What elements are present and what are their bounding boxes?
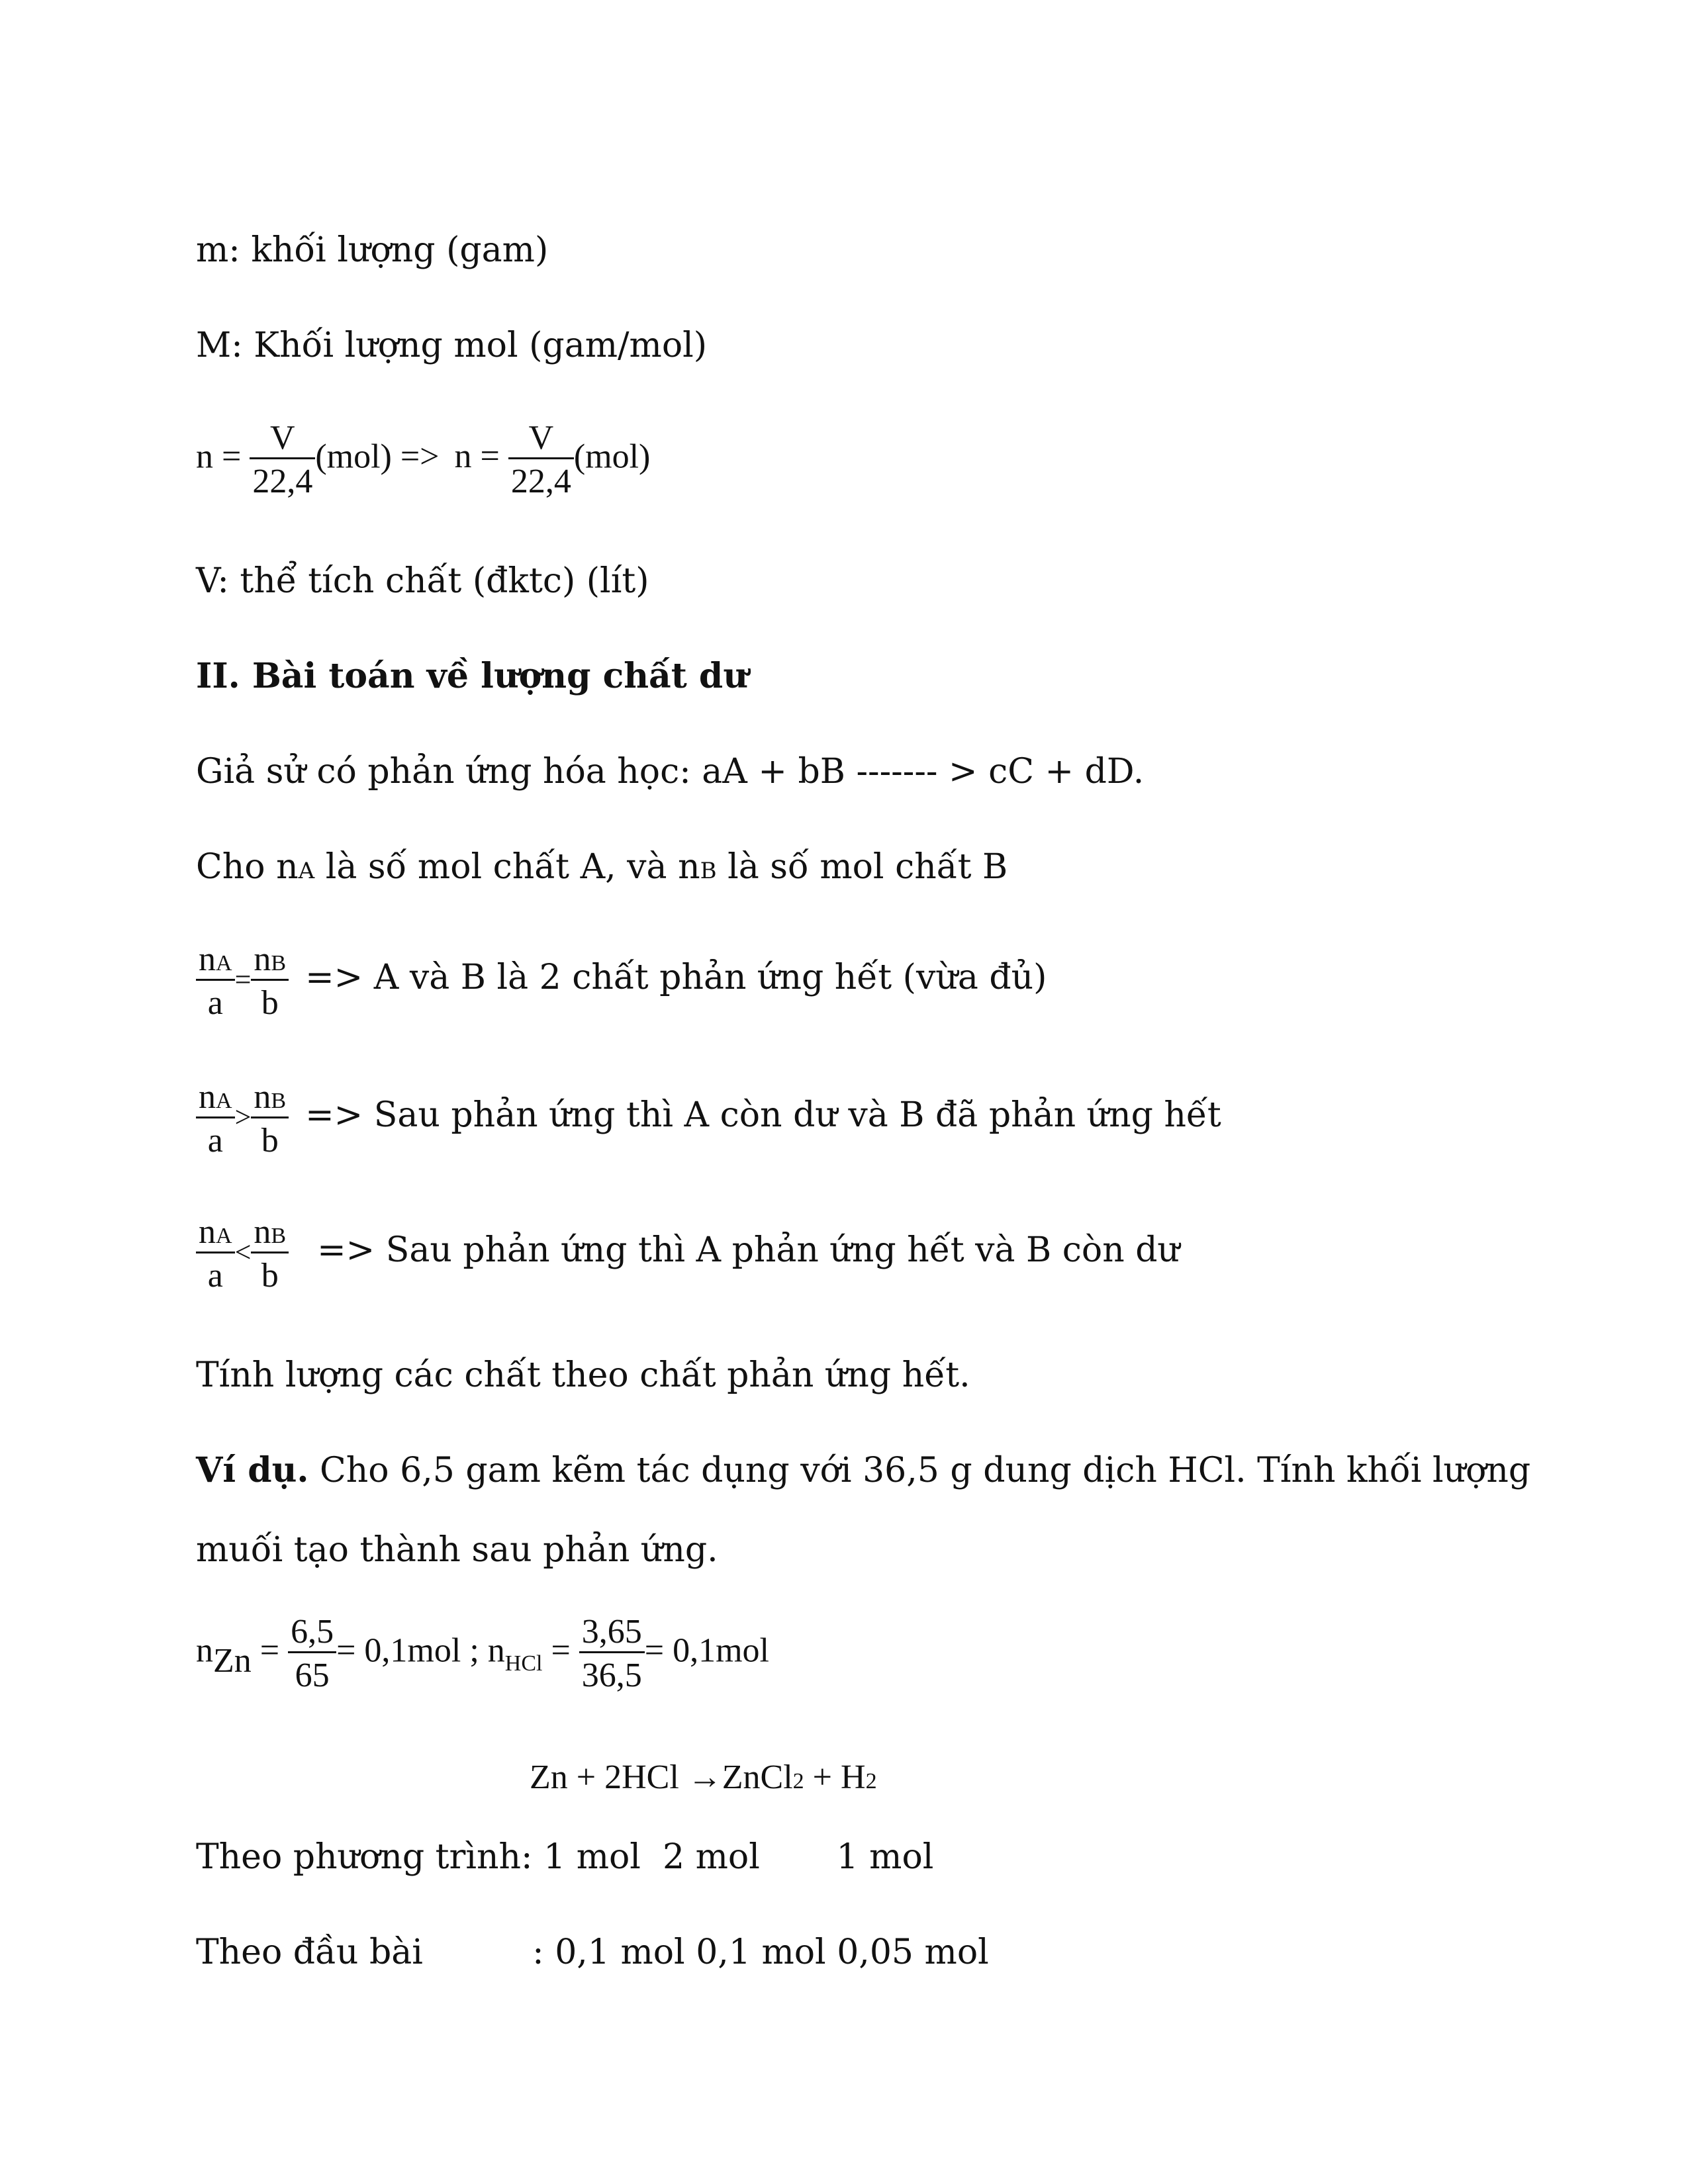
volume-formula: n = $\frac{V}{22,4}$ (mol) => n = $\frac{V}{22,4}$ (mol)	[196, 419, 651, 500]
fraction-v-22-4-repeat: $\frac{V}{22,4}$	[508, 418, 574, 501]
compute-note: Tính lượng các chất theo chất phản ứng hết.	[196, 1355, 970, 1395]
fraction-v-22-4: $\frac{V}{22,4}$	[250, 418, 315, 501]
ratio-by-problem: Theo đầu bài : 0,1 mol 0,1 mol 0,05 mol	[196, 1933, 989, 1972]
mole-definition: Cho nA là số mol chất A, và nB là số mol chất B	[196, 847, 1008, 887]
reaction-assumption: Giả sử có phản ứng hóa học: aA + bB ------- > cC + dD.	[196, 752, 1145, 792]
case-equal: $\frac{nA}{a}$ = $\frac{nB}{b}$ => A và B là 2 chất phản ứng hết (vừa đủ)	[196, 940, 1047, 1023]
example-line-2: muối tạo thành sau phản ứng.	[196, 1530, 718, 1570]
molar-mass-definition: M: Khối lượng mol (gam/mol)	[196, 326, 708, 365]
case-less: $\frac{nA}{a}$ < $\frac{nB}{b}$ => Sau phản ứng thì A phản ứng hết và B còn dư	[196, 1212, 1180, 1295]
example-line-1: Ví dụ. Cho 6,5 gam kẽm tác dụng với 36,5 g dung dịch HCl. Tính khối lượng	[196, 1450, 1531, 1490]
reaction-equation: Zn + 2HCl →ZnCl2 + H2	[530, 1758, 877, 1796]
mole-calculation: nZn = $\frac{6,5}{65}$ = 0,1mol ; $n_{HCl}$ = $\frac{3,65}{36,5}$ = 0,1mol	[196, 1613, 770, 1694]
volume-definition: V: thể tích chất (đktc) (lít)	[196, 561, 649, 601]
case-greater: $\frac{nA}{a}$ > $\frac{nB}{b}$ => Sau phản ứng thì A còn dư và B đã phản ứng hết	[196, 1077, 1221, 1160]
ratio-by-equation: Theo phương trình: 1 mol 2 mol 1 mol	[196, 1837, 934, 1877]
mass-definition: m: khối lượng (gam)	[196, 230, 549, 270]
section-title: II. Bài toán về lượng chất dư	[196, 656, 749, 696]
